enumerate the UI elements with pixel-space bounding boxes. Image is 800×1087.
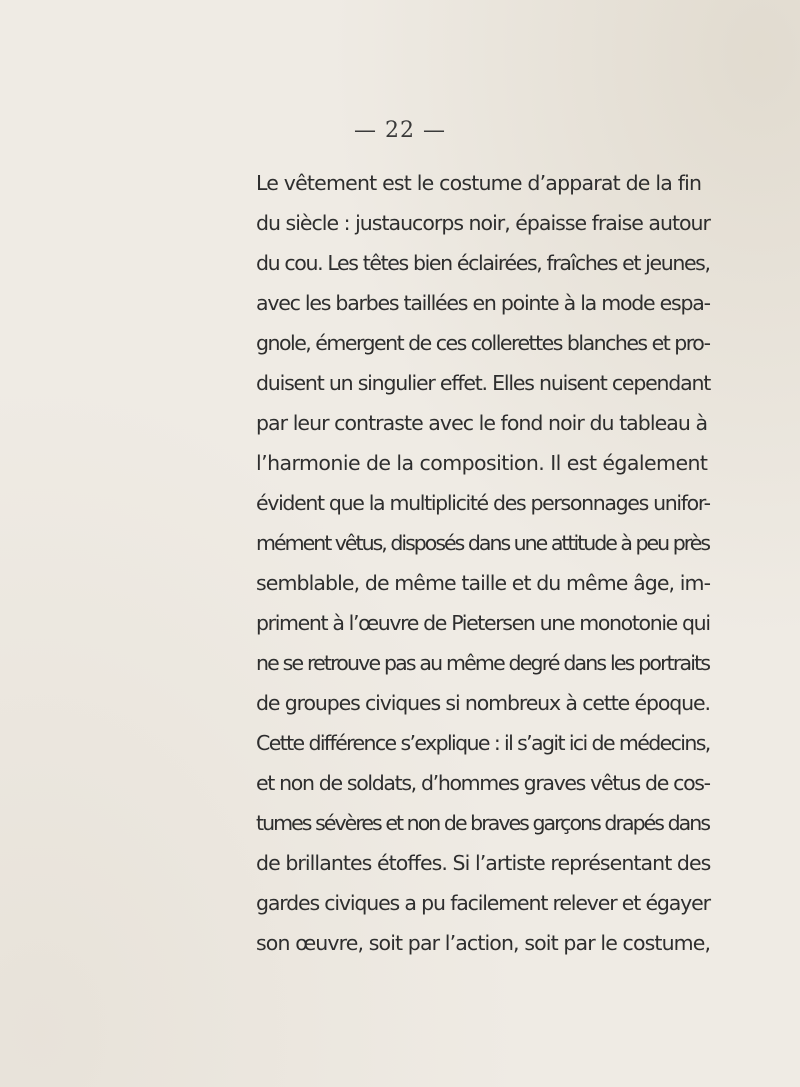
text-line-18: de brillantes étoffes. Si l’artiste représentant des <box>256 851 711 875</box>
text-line-12: priment à l’œuvre de Pietersen une monotonie qui <box>256 611 710 635</box>
text-line-11: semblable, de même taille et du même âge, im- <box>256 571 711 595</box>
text-line-13: ne se retrouve pas au même degré dans les portraits <box>256 651 710 675</box>
text-line-10: mément vêtus, disposés dans une attitude à peu près <box>256 531 710 555</box>
text-line-20: son œuvre, soit par l’action, soit par le costume, <box>256 931 711 955</box>
text-line-19: gardes civiques a pu facilement relever et égayer <box>256 891 710 915</box>
text-line-9: évident que la multiplicité des personnages unifor- <box>256 491 710 515</box>
text-line-4: avec les barbes taillées en pointe à la mode espa- <box>256 291 710 315</box>
page-number: — 22 — <box>354 118 446 143</box>
text-line-16: et non de soldats, d’hommes graves vêtus de cos- <box>256 771 710 795</box>
text-line-8: l’harmonie de la composition. Il est également <box>256 451 708 475</box>
text-line-17: tumes sévères et non de braves garçons drapés dans <box>256 811 710 835</box>
text-line-14: de groupes civiques si nombreux à cette époque. <box>256 691 710 715</box>
text-line-6: duisent un singulier effet. Elles nuisent cependant <box>256 371 711 395</box>
text-line-1: Le vêtement est le costume d’apparat de la fin <box>256 171 702 195</box>
text-line-3: du cou. Les têtes bien éclairées, fraîches et jeunes, <box>256 251 710 275</box>
text-line-7: par leur contraste avec le fond noir du tableau à <box>256 411 708 435</box>
text-line-15: Cette différence s’explique : il s’agit ici de médecins, <box>256 731 710 755</box>
text-line-5: gnole, émergent de ces collerettes blanches et pro- <box>256 331 710 355</box>
text-line-2: du siècle : justaucorps noir, épaisse fraise autour <box>256 211 710 235</box>
